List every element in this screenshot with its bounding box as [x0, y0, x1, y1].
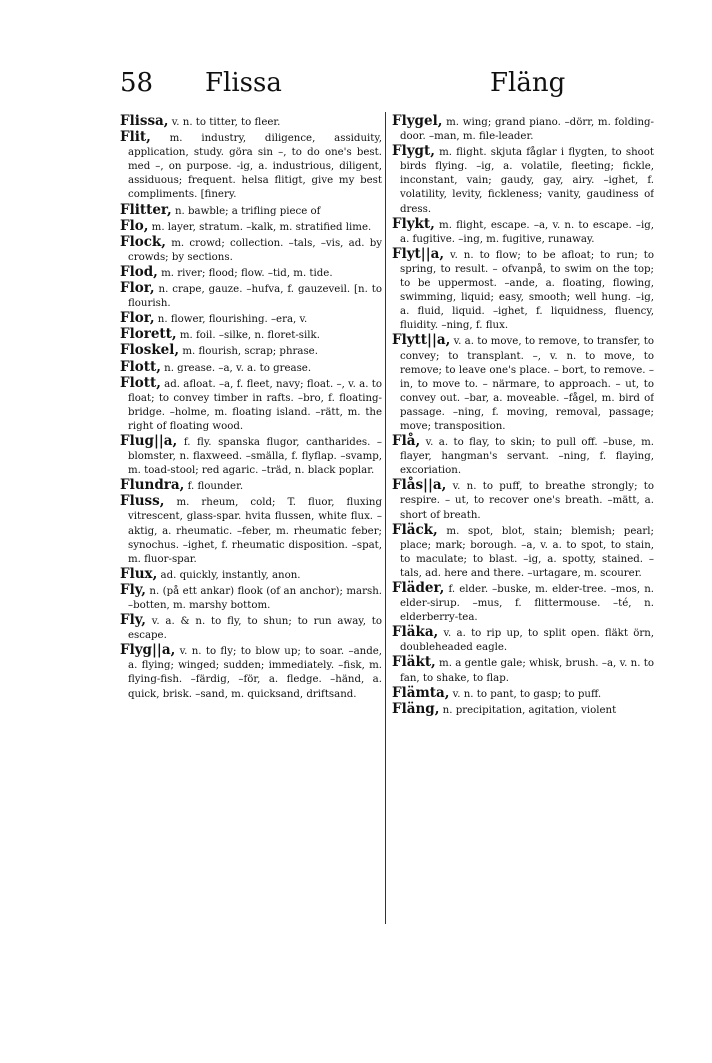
entry-definition: v. a. to move, to remove, to transfer, to convey; to transplant. –, v. n. to move, to remove; to leave one's place. – bort, to remove. – in, to move to. – närmare, to approach. – ut, to convey out. –bar, a. moveable. –fågel, m. bird of passage. –ning, f. moving, removal, passage; move; transposition.: [400, 336, 654, 432]
dictionary-entry: [120, 643, 382, 701]
dictionary-entry: [120, 434, 382, 478]
dictionary-entry: [120, 114, 382, 130]
entry-headword: Fly,: [120, 612, 146, 629]
dictionary-entry: [120, 311, 382, 327]
entry-headword: Flyg||a,: [120, 642, 176, 659]
entry-definition: v. n. to pant, to gasp; to puff.: [449, 688, 602, 700]
dictionary-entry: [392, 702, 654, 718]
dictionary-entry: [120, 219, 382, 235]
entry-definition: n. flower, flourishing. –era, v.: [154, 314, 308, 326]
entry-headword: Flissa,: [120, 114, 169, 129]
entry-headword: Fluss,: [120, 493, 165, 510]
dictionary-entry: [392, 523, 654, 581]
entry-headword: Flit,: [120, 129, 151, 146]
entry-definition: v. n. to puff, to breathe strongly; to respire. – ut, to recover one's breath. –mätt, a. short of breath.: [400, 481, 654, 521]
entry-definition: m. flourish, scrap; phrase.: [179, 346, 318, 358]
entry-definition: m. rheum, cold; T. fluor, fluxing vitrescent, glass-spar. hvita flussen, white flux. –aktig, a. rheumatic. –feber, m. rheumatic feber; synochus. –ighet, f. rheumatic disposition. –spat, m. fluor-spar.: [128, 497, 382, 565]
entry-headword: Flor,: [120, 280, 155, 297]
entry-headword: Flå,: [392, 433, 421, 450]
entry-definition: m. foil. –silke, n. floret-silk.: [176, 330, 320, 342]
dictionary-entry: [120, 327, 382, 343]
dictionary-entry: [120, 478, 382, 494]
entry-headword: Florett,: [120, 326, 177, 343]
dictionary-entry: [120, 235, 382, 265]
dictionary-entry: [120, 130, 382, 202]
dictionary-entry: [392, 478, 654, 522]
dictionary-entry: [392, 247, 654, 334]
entry-definition: m. a gentle gale; whisk, brush. –a, v. n. to fan, to shake, to flap.: [400, 658, 654, 684]
left-running-head: Flissa: [205, 68, 282, 98]
entry-headword: Flor,: [120, 310, 155, 327]
entry-definition: f. flounder.: [184, 481, 244, 493]
entry-headword: Fläck,: [392, 521, 438, 538]
entry-headword: Flundra,: [120, 477, 185, 494]
dictionary-entry: [392, 686, 654, 702]
entry-headword: Fläng,: [392, 700, 440, 717]
dictionary-entry: [392, 625, 654, 655]
dictionary-entry: [392, 581, 654, 625]
entry-definition: ad. quickly, instantly, anon.: [157, 569, 301, 581]
entry-headword: Flämta,: [392, 684, 450, 701]
entry-headword: Flyt||a,: [392, 245, 445, 262]
entry-headword: Floskel,: [120, 342, 180, 359]
entry-headword: Fläka,: [392, 624, 439, 641]
entry-definition: v. n. to titter, to fleer.: [168, 117, 281, 128]
entry-definition: v. a. to flay, to skin; to pull off. –buse, m. flayer, hangman's servant. –ning, f. flaying, excoriation.: [400, 437, 654, 477]
entry-headword: Flitter,: [120, 201, 172, 218]
entry-headword: Flux,: [120, 565, 158, 582]
dictionary-entry: [120, 281, 382, 311]
entry-headword: Flygt,: [392, 143, 435, 160]
entry-headword: Fläder,: [392, 580, 445, 596]
entry-headword: Fly,: [120, 581, 146, 598]
entry-definition: n. bawble; a trifling piece of: [171, 205, 321, 217]
entry-definition: v. a. to rip up, to split open. fläkt örn, doubleheaded eagle.: [400, 628, 654, 654]
entry-headword: Flygel,: [392, 114, 443, 129]
entry-definition: m. industry, diligence, assiduity, application, study. göra sin –, to do one's best. med –, on purpose. -ig, a. industrious, diligent, assiduous; frequent. helsa flitigt, give my best compliments. [finery.: [128, 133, 382, 201]
column-divider: [385, 112, 386, 924]
entry-headword: Flykt,: [392, 215, 435, 232]
entry-headword: Flod,: [120, 263, 158, 280]
dictionary-entry: [120, 265, 382, 281]
entry-definition: ad. afloat. –a, f. fleet, navy; float. –, v. a. to float; to convey timber in rafts. –bro, f. floating-bridge. –holme, m. floating island. –rätt, m. the right of floating wood.: [128, 378, 382, 432]
entry-headword: Flott,: [120, 358, 161, 375]
dictionary-entry: [120, 494, 382, 566]
dictionary-entry: [392, 434, 654, 478]
dictionary-entry: [392, 144, 654, 216]
entry-definition: m. wing; grand piano. –dörr, m. folding-door. –man, m. file-leader.: [400, 117, 654, 143]
entry-headword: Flott,: [120, 374, 161, 391]
dictionary-entry: [120, 343, 382, 359]
entry-definition: n. crape, gauze. –hufva, f. gauzeveil. [n. to flourish.: [128, 284, 382, 310]
entry-definition: m. flight. skjuta fåglar i flygten, to shoot birds flying. –ig, a. volatile, fleeting; fickle, inconstant, vain; gaudy, gay, airy. –ighet, f. volatility, levity, fickleness; vanity, gaudiness of dress.: [400, 147, 654, 215]
entry-definition: m. layer, stratum. –kalk, m. stratified lime.: [148, 221, 372, 233]
entry-headword: Fläkt,: [392, 654, 436, 671]
page-number: 58: [120, 68, 154, 98]
right-running-head: Fläng: [490, 68, 566, 98]
entry-definition: v. a. & n. to fly, to shun; to run away, to escape.: [128, 616, 382, 642]
entry-definition: m. crowd; collection. –tals, –vis, ad. by crowds; by sections.: [128, 237, 382, 263]
dictionary-entry: [392, 217, 654, 247]
entry-headword: Flock,: [120, 233, 166, 250]
entry-headword: Flo,: [120, 217, 149, 234]
dictionary-entry: [392, 655, 654, 685]
dictionary-entry: [120, 583, 382, 613]
entry-definition: m. river; flood; flow. –tid, m. tide.: [157, 267, 333, 279]
entry-definition: f. elder. –buske, m. elder-tree. –mos, n. elder-sirup. –mus, f. flittermouse. –té, n. elderberry-tea.: [400, 584, 654, 624]
right-column: [392, 114, 654, 926]
entry-definition: v. n. to flow; to be afloat; to run; to spring, to result. – ofvanpå, to swim on the top; to be uppermost. –ande, a. floating, flowing, swimming, liquid; easy, smooth; well hung. –ig, a. fluid, liquid. –ighet, f. liquidness, fluency, fluidity. –ning, f. flux.: [400, 249, 654, 332]
dictionary-entry: [120, 360, 382, 376]
dictionary-entry: [392, 333, 654, 434]
dictionary-entry: [120, 613, 382, 643]
dictionary-entry: [392, 114, 654, 144]
entry-definition: n. precipitation, agitation, violent: [439, 704, 617, 716]
entry-headword: Flug||a,: [120, 432, 178, 449]
entry-headword: Flytt||a,: [392, 332, 451, 349]
dictionary-entry: [120, 203, 382, 219]
entry-headword: Flås||a,: [392, 477, 447, 494]
entry-definition: f. fly. spanska flugor, cantharides. –blomster, n. flaxweed. –smälla, f. flyflap. –svamp, m. toad-stool; red agaric. –träd, n. black poplar.: [128, 436, 382, 477]
entry-definition: n. grease. –a, v. a. to grease.: [160, 362, 312, 374]
entry-definition: n. (på ett ankar) flook (of an anchor); marsh. –botten, m. marshy bottom.: [128, 585, 382, 611]
entry-definition: m. flight, escape. –a, v. n. to escape. –ig, a. fugitive. –ing, m. fugitive, runaway.: [400, 219, 654, 245]
dictionary-entry: [120, 567, 382, 583]
entry-definition: m. spot, blot, stain; blemish; pearl; place; mark; borough. –a, v. a. to spot, to stain, to maculate; to blast. –ig, a. spotty, stained. –tals, ad. here and there. –urtagare, m. scourer.: [400, 525, 654, 579]
entry-definition: v. n. to fly; to blow up; to soar. –ande, a. flying; winged; sudden; immediately. –fisk, m. flying-fish. –färdig, –för, a. fledge. –händ, a. quick, brisk. –sand, m. quicksand, driftsand.: [128, 646, 382, 700]
left-column: [120, 114, 382, 926]
dictionary-entry: [120, 376, 382, 434]
